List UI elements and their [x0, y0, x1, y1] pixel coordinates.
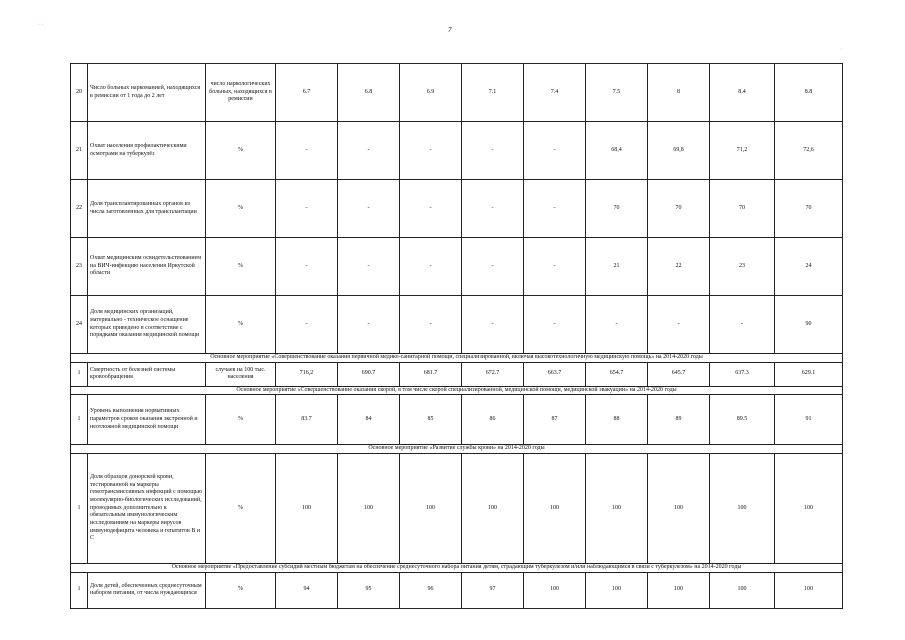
indicator-value: 70	[586, 180, 648, 238]
indicator-value: 22	[648, 238, 710, 296]
indicator-value: 24	[775, 238, 843, 296]
indicator-value: 21	[586, 238, 648, 296]
indicator-value: -	[276, 122, 338, 180]
table-row	[71, 454, 843, 564]
table-row	[71, 395, 843, 445]
indicator-value: -	[462, 238, 524, 296]
indicator-value: 85	[400, 395, 462, 445]
indicator-value: 100	[710, 572, 775, 608]
indicator-value: 672.7	[462, 362, 524, 386]
indicator-value: -	[338, 180, 400, 238]
table-row	[71, 362, 843, 386]
indicator-value: 72,6	[775, 122, 843, 180]
indicator-value: -	[462, 122, 524, 180]
indicator-value: 7.5	[586, 64, 648, 122]
indicator-value: -	[524, 122, 586, 180]
indicator-value: -	[276, 296, 338, 354]
row-number: 1	[71, 572, 88, 608]
indicator-value: 629.1	[775, 362, 843, 386]
indicator-value: -	[462, 296, 524, 354]
table-row	[71, 180, 843, 238]
table-row	[71, 296, 843, 354]
row-number: 23	[71, 238, 88, 296]
indicator-value: -	[524, 296, 586, 354]
scan-artifact: · ·	[38, 22, 44, 28]
indicator-value: -	[276, 180, 338, 238]
indicator-value: 90	[775, 296, 843, 354]
unit-of-measure: число наркологических больных, находящихся в ремиссии	[206, 64, 276, 122]
indicator-name: Смертность от болезней системы кровообращения	[88, 362, 206, 386]
row-number: 21	[71, 122, 88, 180]
row-number: 1	[71, 395, 88, 445]
indicator-value: 88	[586, 395, 648, 445]
page-number: 7	[448, 26, 452, 34]
section-row	[71, 354, 843, 363]
indicator-value: 6.9	[400, 64, 462, 122]
unit-of-measure: %	[206, 122, 276, 180]
indicator-name: Уровень выполнения нормативных параметров сроков оказания экстренной и неотложной медицинской помощи	[88, 395, 206, 445]
section-heading: Основное мероприятие «Развитие службы крови» на 2014-2020 годы	[71, 445, 843, 454]
indicator-value: 100	[775, 572, 843, 608]
indicator-name: Доля детей, обеспеченных среднесуточным набором питания, от числа нуждающихся	[88, 572, 206, 608]
indicator-value: 716,2	[276, 362, 338, 386]
unit-of-measure: %	[206, 180, 276, 238]
row-number: 1	[71, 454, 88, 564]
indicator-value: 8.4	[710, 64, 775, 122]
indicator-value: 681.7	[400, 362, 462, 386]
unit-of-measure: %	[206, 296, 276, 354]
indicator-name: Доля образцов донорской крови, тестированной на маркеры гемотрансмиссивных инфекций с помощью молекулярно-биологических исследований, проводимых дополнительно к обязательным иммунологическим исследованиям на маркеры вирусов иммунодефицита человека и гепатитов В и С	[88, 454, 206, 564]
table-row	[71, 238, 843, 296]
indicator-value: 70	[648, 180, 710, 238]
indicator-value: 100	[648, 454, 710, 564]
indicator-value: -	[400, 238, 462, 296]
indicator-value: 23	[710, 238, 775, 296]
section-heading: Основное мероприятие «Совершенствование оказания первичной медико-санитарной помощи, специализированной, включая высокотехнологичную медицинскую помощь» на 2014-2020 годы	[71, 354, 843, 363]
indicator-value: 8.8	[775, 64, 843, 122]
indicator-value: -	[524, 238, 586, 296]
indicator-value: 97	[462, 572, 524, 608]
indicator-value: 70	[710, 180, 775, 238]
row-number: 20	[71, 64, 88, 122]
indicator-name: Число больных наркоманией, находящихся в ремиссии от 1 года до 2 лет	[88, 64, 206, 122]
indicator-value: 8	[648, 64, 710, 122]
indicator-value: 690.7	[338, 362, 400, 386]
indicator-value: 100	[586, 572, 648, 608]
indicator-value: -	[338, 238, 400, 296]
indicator-value: 87	[524, 395, 586, 445]
row-number: 24	[71, 296, 88, 354]
indicator-name: Доля медицинских организаций, материально - техническое оснащение которых приведено в соответствие с порядками оказания медицинской помощи	[88, 296, 206, 354]
table-row	[71, 122, 843, 180]
indicator-value: 96	[400, 572, 462, 608]
indicator-value: 89.5	[710, 395, 775, 445]
indicator-value: 71,2	[710, 122, 775, 180]
indicator-value: -	[710, 296, 775, 354]
indicator-value: 100	[586, 454, 648, 564]
indicator-value: -	[338, 122, 400, 180]
indicator-value: 86	[462, 395, 524, 445]
indicators-table	[70, 63, 843, 609]
indicator-value: 654.7	[586, 362, 648, 386]
indicator-value: 95	[338, 572, 400, 608]
indicator-value: 100	[648, 572, 710, 608]
unit-of-measure: %	[206, 572, 276, 608]
indicator-value: 100	[338, 454, 400, 564]
indicator-value: -	[524, 180, 586, 238]
indicator-value: -	[648, 296, 710, 354]
table-row	[71, 572, 843, 608]
indicator-value: -	[400, 180, 462, 238]
indicator-value: -	[462, 180, 524, 238]
indicator-value: 69,8	[648, 122, 710, 180]
indicator-value: 663.7	[524, 362, 586, 386]
section-row	[71, 386, 843, 395]
indicator-value: -	[400, 296, 462, 354]
indicator-value: 100	[276, 454, 338, 564]
unit-of-measure: %	[206, 454, 276, 564]
unit-of-measure: %	[206, 238, 276, 296]
indicator-value: 7.1	[462, 64, 524, 122]
section-heading: Основное мероприятие «Совершенствование оказания скорой, в том числе скорой специализированной, медицинской помощи, медицинской эвакуации» на 2014-2020 годы	[71, 386, 843, 395]
indicator-value: -	[400, 122, 462, 180]
indicator-value: 100	[775, 454, 843, 564]
indicator-value: 637.3	[710, 362, 775, 386]
indicator-value: 7.4	[524, 64, 586, 122]
table-body	[71, 64, 843, 609]
indicator-value: 100	[524, 454, 586, 564]
table-row	[71, 64, 843, 122]
indicator-value: 100	[710, 454, 775, 564]
indicator-value: 100	[400, 454, 462, 564]
indicator-value: 89	[648, 395, 710, 445]
indicator-value: 68,4	[586, 122, 648, 180]
indicator-value: 91	[775, 395, 843, 445]
indicator-value: 6.8	[338, 64, 400, 122]
indicator-value: 94	[276, 572, 338, 608]
indicator-name: Охват населения профилактическими осмотрами на туберкулёз	[88, 122, 206, 180]
unit-of-measure: %	[206, 395, 276, 445]
indicator-value: 645.7	[648, 362, 710, 386]
indicator-value: 70	[775, 180, 843, 238]
section-row	[71, 445, 843, 454]
indicator-value: -	[586, 296, 648, 354]
indicator-name: Доля трансплантированных органов из числа заготовленных для трансплантации	[88, 180, 206, 238]
unit-of-measure: случаев на 100 тыс. населения	[206, 362, 276, 386]
indicator-value: -	[276, 238, 338, 296]
indicator-value: -	[338, 296, 400, 354]
indicator-value: 100	[524, 572, 586, 608]
indicator-value: 6.7	[276, 64, 338, 122]
indicator-value: 100	[462, 454, 524, 564]
indicator-value: 83.7	[276, 395, 338, 445]
section-heading: Основное мероприятие «Предоставление субсидий местным бюджетам на обеспечение среднесуточного набора питания детям, страдающим туберкулезом и/или наблюдающимся в связи с туберкулезом» на 2014-2020 годы	[71, 564, 843, 573]
scan-artifact: ·	[840, 46, 842, 52]
indicator-value: 84	[338, 395, 400, 445]
row-number: 1	[71, 362, 88, 386]
indicator-name: Охват медицинским освидетельствованием на ВИЧ-инфекцию населения Иркутской области	[88, 238, 206, 296]
row-number: 22	[71, 180, 88, 238]
section-row	[71, 564, 843, 573]
